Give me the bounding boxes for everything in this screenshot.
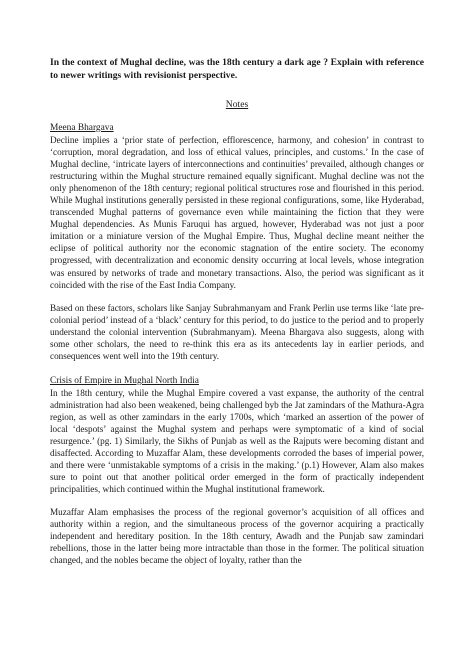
paragraph: Decline implies a ‘prior state of perfection, efflorescence, harmony, and cohesion’ in contrast to ‘corruption, moral degradation, and loss of ethical values, principles, and customs.’ In the case of Mughal decline, ‘intricate layers of interconnections and continuities’ prevailed, although changes or restructuring within the Mughal structure remained equally significant. Mughal decline was not the only phenomenon of the 18th century; regional political structures rose and flourished in this period. While Mughal institutions generally persisted in these regional configurations, some, like Hyderabad, transcended Mughal patterns of governance even while maintaining the fiction that they were Mughal dependencies. As Munis Faruqui has argued, however, Hyderabad was not just a poor imitation or a miniature version of the Mughal Empire. Thus, Mughal decline meant neither the eclipse of political authority nor the economic stagnation of the entire society. The economy progressed, with decentralization and economic density occurring at local levels, whose integration was ensured by networks of trade and monetary transactions. Also, the period was significant as it coincided with the rise of the East India Company. — [50, 135, 424, 290]
section-heading: Meena Bhargava — [50, 123, 114, 133]
section-crisis-of-empire — [50, 375, 424, 567]
paragraph: In the 18th century, while the Mughal Empire covered a vast expanse, the authority of the central administration had also been weakened, being challenged byb the Jat zamindars of the Mathura-Agra region, as well as other zamindars in the early 1700s, which ‘marked an assertion of the power of local ‘despots’ against the Mughal system and perhaps were symptomatic of a kind of social resurgence.’ (pg. 1) Similarly, the Sikhs of Punjab as well as the Rajputs were becoming distant and disaffected. According to Muzaffar Alam, these developments corroded the bases of imperial power, and there were ‘unmistakable symptoms of a crisis in the making.’ (p.1) However, Alam also makes sure to point out that another political order emerged in the form of practically independent principalities, which continued within the Mughal institutional framework. — [50, 387, 424, 495]
notes-title: Notes — [225, 99, 249, 110]
paragraph: Based on these factors, scholars like Sanjay Subrahmanyam and Frank Perlin use terms like ‘late pre-colonial period’ instead of a ‘black’ century for this period, to do justice to the period and to properly understand the colonial intervention (Subrahmanyam). Meena Bhargava also suggests, along with some other scholars, the need to re-think this era as its antecedents lay in earlier periods, and consequences went well into the 19th century. — [50, 302, 424, 361]
question-heading: In the context of Mughal decline, was the 18th century a dark age ? Explain with reference to newer writings with revisionist perspective. — [50, 57, 424, 81]
paragraph: Muzaffar Alam emphasises the process of the regional governor’s acquisition of all offices and authority within a region, and the simultaneous process of the governor acquiring a practically independent and hereditary position. In the 18th century, Awadh and the Punjab saw zamindari rebellions, those in the latter being more intractable than those in the former. The political situation changed, and the nobles became the object of loyalty, rather than the — [50, 507, 424, 566]
section-meena-bhargava — [50, 122, 424, 362]
section-heading: Crisis of Empire in Mughal North India — [50, 375, 199, 386]
